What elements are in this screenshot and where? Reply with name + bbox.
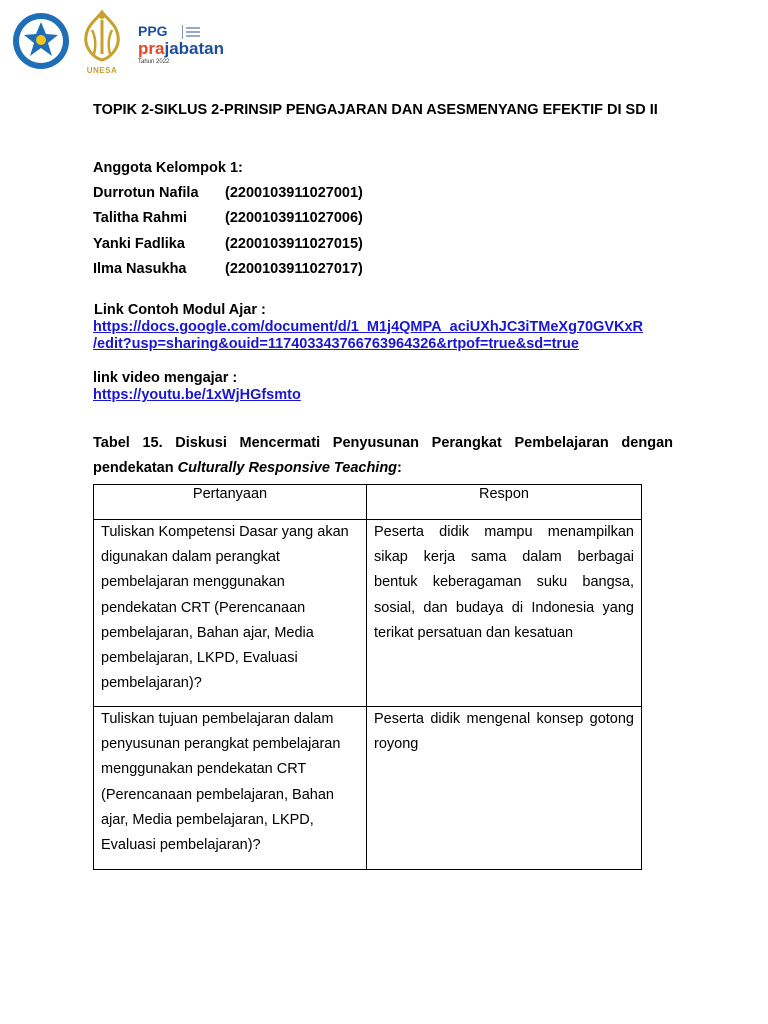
ppg-prajabatan-logo bbox=[138, 24, 224, 65]
caption-line2-prefix: pendekatan bbox=[93, 460, 178, 476]
modul-ajar-label: Link Contoh Modul Ajar : bbox=[94, 302, 266, 318]
member-item: Talitha Rahmi (2200103911027006) bbox=[93, 210, 363, 227]
crt-discussion-table bbox=[93, 484, 642, 870]
ppg-sub-icon bbox=[182, 25, 203, 39]
ppg-text: PPG bbox=[138, 23, 168, 39]
table-row bbox=[94, 707, 642, 870]
table-caption bbox=[93, 431, 673, 481]
video-mengajar-label: link video mengajar : bbox=[93, 370, 238, 386]
header-pertanyaan: Pertanyaan bbox=[94, 485, 367, 520]
member-item: Ilma Nasukha (2200103911027017) bbox=[93, 260, 363, 277]
caption-line2-suffix: : bbox=[397, 460, 402, 476]
document-title: TOPIK 2-SIKLUS 2-PRINSIP PENGAJARAN DAN ASESMENYANG EFEKTIF DI SD II bbox=[93, 102, 658, 118]
header-respon: Respon bbox=[367, 485, 642, 520]
unesa-logo-text: UNESA bbox=[86, 66, 118, 75]
modul-ajar-link-line1[interactable]: https://docs.google.com/document/d/1_M1j4QMPA_aciUXhJC3iTMeXg70GVKxR bbox=[93, 319, 644, 335]
caption-line1: Tabel 15. Diskusi Mencermati Penyusunan Perangkat Pembelajaran dengan bbox=[93, 435, 673, 451]
member-heading: Anggota Kelompok 1: bbox=[93, 160, 243, 176]
video-mengajar-link[interactable]: https://youtu.be/1xWjHGfsmto bbox=[93, 387, 301, 403]
question-cell: Tuliskan Kompetensi Dasar yang akan digunakan dalam perangkat pembelajaran menggunakan pendekatan CRT (Perencanaan pembelajaran, Bahan ajar, Media pembelajaran, LKPD, Evaluasi pembelajaran)? bbox=[94, 520, 367, 707]
response-cell: Peserta didik mampu menampilkan sikap kerja sama dalam berbagai bentuk keberagaman suku bangsa, sosial, dan budaya di Indonesia yang terikat persatuan dan kesatuan bbox=[367, 520, 642, 707]
header-logos bbox=[12, 8, 242, 75]
member-item: Yanki Fadlika (2200103911027015) bbox=[93, 235, 363, 252]
modul-ajar-link-line2[interactable]: /edit?usp=sharing&ouid=117403343766763964326&rtpof=true&sd=true bbox=[93, 336, 579, 352]
tahun-text: Tahun 2022 bbox=[138, 59, 170, 65]
response-cell: Peserta didik mengenal konsep gotong royong bbox=[367, 707, 642, 870]
tut-wuri-handayani-icon bbox=[12, 12, 70, 70]
table-header-row bbox=[94, 485, 642, 520]
question-cell: Tuliskan tujuan pembelajaran dalam penyusunan perangkat pembelajaran menggunakan pendekatan CRT (Perencanaan pembelajaran, Bahan ajar, Media pembelajaran, LKPD, Evaluasi pembelajaran)? bbox=[94, 707, 367, 870]
member-item: Durrotun Nafila (2200103911027001) bbox=[93, 185, 363, 201]
caption-line2-italic: Culturally Responsive Teaching bbox=[177, 460, 398, 476]
member-list bbox=[93, 158, 363, 284]
prajabatan-text: prajabatan bbox=[138, 39, 224, 58]
table-row bbox=[94, 520, 642, 707]
